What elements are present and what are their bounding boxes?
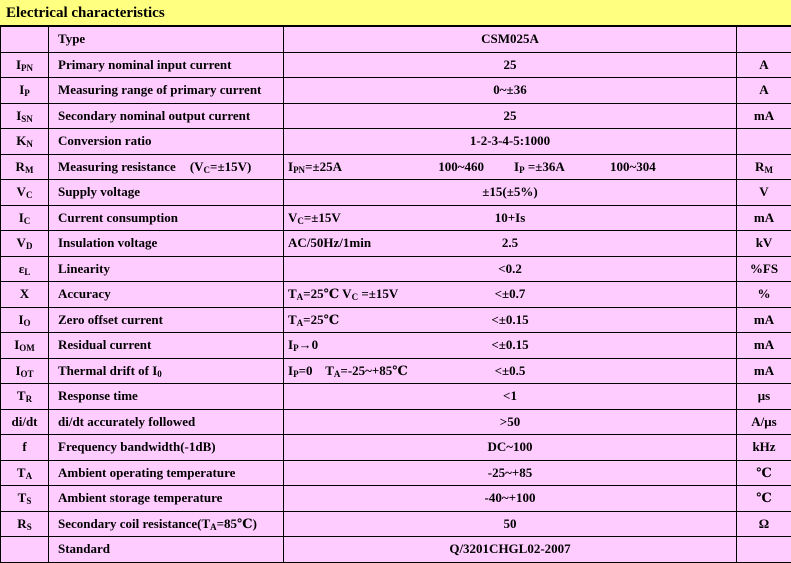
table-row xyxy=(1,52,791,78)
condition-text: (V xyxy=(189,158,204,174)
symbol: I xyxy=(19,82,25,98)
condition-b-subscript: P xyxy=(519,164,525,175)
symbol-cell xyxy=(1,537,49,563)
unit: %FS xyxy=(749,260,779,276)
value-cell xyxy=(284,435,737,461)
parameter-name-cell xyxy=(49,256,284,282)
parameter-name: Zero offset current xyxy=(58,311,163,327)
unit: ℃ xyxy=(756,464,772,480)
table-row xyxy=(1,180,791,206)
symbol-cell xyxy=(1,180,49,206)
unit-cell xyxy=(737,409,791,435)
unit: mA xyxy=(753,107,775,123)
symbol: T xyxy=(16,464,26,480)
unit-cell xyxy=(737,333,791,359)
electrical-characteristics-table xyxy=(0,26,791,563)
value-cell xyxy=(284,52,737,78)
unit: A xyxy=(759,56,769,72)
condition-tail: =0 T xyxy=(298,362,334,378)
table-row xyxy=(1,537,791,563)
value-cell xyxy=(284,384,737,410)
value-cell xyxy=(284,129,737,155)
symbol: ε xyxy=(18,260,25,276)
parameter-value: <0.2 xyxy=(498,260,522,276)
symbol-subscript: C xyxy=(25,190,33,201)
parameter-name-subscript: A xyxy=(210,521,217,532)
parameter-name: Thermal drift of I xyxy=(58,362,158,378)
table-row xyxy=(1,486,791,512)
value-cell xyxy=(284,333,737,359)
value-a: 100~460 xyxy=(438,158,484,174)
unit-cell xyxy=(737,486,791,512)
symbol-subscript: S xyxy=(26,496,32,507)
unit: mA xyxy=(753,362,775,378)
table-row xyxy=(1,307,791,333)
parameter-name: Linearity xyxy=(58,260,110,276)
unit: V xyxy=(759,184,769,200)
symbol-cell xyxy=(1,205,49,231)
symbol-cell xyxy=(1,282,49,308)
parameter-name: Type xyxy=(58,31,86,47)
table-row xyxy=(1,154,791,180)
parameter-name-cell xyxy=(49,384,284,410)
unit-cell xyxy=(737,435,791,461)
symbol-cell xyxy=(1,103,49,129)
condition-subscript: P xyxy=(293,343,299,354)
test-condition xyxy=(288,363,453,379)
measuring-resistance-values xyxy=(288,159,732,175)
test-condition xyxy=(288,210,453,226)
symbol: I xyxy=(18,209,24,225)
condition-a xyxy=(288,159,384,175)
parameter-name: Conversion ratio xyxy=(58,133,152,149)
symbol: I xyxy=(18,311,24,327)
parameter-name: Accuracy xyxy=(58,286,111,302)
symbol: V xyxy=(16,184,26,200)
parameter-name: Response time xyxy=(58,388,138,404)
symbol: f xyxy=(22,439,27,455)
condition-subscript-2: C xyxy=(351,292,359,303)
parameter-value: <±0.7 xyxy=(494,286,526,302)
condition-tail-2: =±15V xyxy=(358,286,399,302)
unit-cell xyxy=(737,205,791,231)
condition-text: V xyxy=(288,209,298,225)
condition-subscript: C xyxy=(203,164,211,175)
unit: mA xyxy=(753,337,775,353)
value-cell xyxy=(284,409,737,435)
parameter-value: 10+Is xyxy=(494,209,526,225)
symbol-cell xyxy=(1,129,49,155)
symbol-subscript: A xyxy=(25,470,33,481)
parameter-value: DC~100 xyxy=(487,439,533,455)
symbol: T xyxy=(16,388,26,404)
test-condition xyxy=(288,286,453,302)
symbol-cell xyxy=(1,52,49,78)
symbol-cell xyxy=(1,384,49,410)
value-cell xyxy=(284,27,737,53)
condition-subscript: A xyxy=(296,292,304,303)
table-row xyxy=(1,358,791,384)
value-with-condition xyxy=(288,210,732,226)
symbol-cell xyxy=(1,78,49,104)
parameter-name-cell xyxy=(49,52,284,78)
parameter-name-cell xyxy=(49,205,284,231)
unit: A xyxy=(759,82,769,98)
symbol-subscript: O xyxy=(23,317,31,328)
symbol: K xyxy=(16,133,27,149)
symbol-cell xyxy=(1,358,49,384)
value-with-condition xyxy=(288,337,732,353)
symbol-cell xyxy=(1,460,49,486)
condition-subscript-2: A xyxy=(333,368,341,379)
value-with-condition xyxy=(288,363,732,379)
unit: R xyxy=(755,158,765,174)
unit-cell xyxy=(737,180,791,206)
condition-text: AC/50Hz/1min xyxy=(288,235,372,251)
symbol-subscript: OM xyxy=(19,343,35,354)
parameter-name: Residual current xyxy=(58,337,152,353)
parameter-value: -25~+85 xyxy=(487,464,533,480)
unit-cell xyxy=(737,384,791,410)
condition-text: T xyxy=(288,311,297,327)
parameter-value: ±15(±5%) xyxy=(482,184,538,200)
symbol-cell xyxy=(1,409,49,435)
symbol: I xyxy=(15,362,21,378)
value-with-condition xyxy=(288,312,732,328)
unit: mA xyxy=(753,209,775,225)
parameter-value: 2.5 xyxy=(501,235,519,251)
value-cell xyxy=(284,282,737,308)
parameter-name: Measuring resistance xyxy=(58,158,176,174)
unit-cell xyxy=(737,154,791,180)
value-cell xyxy=(284,205,737,231)
condition-b xyxy=(514,159,610,175)
value-cell xyxy=(284,78,737,104)
parameter-value: 1-2-3-4-5:1000 xyxy=(469,133,551,149)
symbol-subscript: P xyxy=(24,88,30,99)
table-row xyxy=(1,333,791,359)
parameter-name-cell xyxy=(49,409,284,435)
parameter-name: Primary nominal input current xyxy=(58,56,232,72)
test-condition xyxy=(288,337,453,353)
value-cell xyxy=(284,180,737,206)
condition-a-label: I xyxy=(288,158,294,174)
parameter-name: Secondary nominal output current xyxy=(58,107,251,123)
unit: μs xyxy=(757,388,771,404)
parameter-name-cell xyxy=(49,486,284,512)
parameter-name-cell xyxy=(49,435,284,461)
table-row xyxy=(1,409,791,435)
symbol-subscript: R xyxy=(25,394,33,405)
condition-tail: =±15V xyxy=(303,209,341,225)
value-cell xyxy=(284,256,737,282)
symbol: di/dt xyxy=(11,413,38,429)
parameter-value: -40~+100 xyxy=(484,490,536,506)
table-row xyxy=(1,231,791,257)
unit-cell xyxy=(737,78,791,104)
symbol: R xyxy=(15,158,25,174)
unit-cell xyxy=(737,103,791,129)
unit: mA xyxy=(753,311,775,327)
parameter-value: 25 xyxy=(503,107,517,123)
table-row xyxy=(1,384,791,410)
unit: ℃ xyxy=(756,490,772,506)
unit: A/μs xyxy=(751,413,777,429)
parameter-value: <1 xyxy=(503,388,517,404)
symbol-cell xyxy=(1,256,49,282)
symbol: T xyxy=(17,490,27,506)
symbol-cell xyxy=(1,511,49,537)
parameter-name: Measuring range of primary current xyxy=(58,82,262,98)
parameter-name-cell xyxy=(49,129,284,155)
test-condition xyxy=(288,312,453,328)
value-cell xyxy=(284,231,737,257)
parameter-name-cell xyxy=(49,358,284,384)
condition-text: I xyxy=(288,337,294,353)
parameter-value: 25 xyxy=(503,56,517,72)
table-row xyxy=(1,103,791,129)
test-condition xyxy=(288,235,453,251)
condition-a-tail: =±25A xyxy=(305,158,342,174)
parameter-name-cell xyxy=(49,154,284,180)
unit-cell xyxy=(737,52,791,78)
unit: kV xyxy=(755,235,773,251)
value-cell xyxy=(284,103,737,129)
condition-subscript: C xyxy=(297,215,304,226)
parameter-name: di/dt accurately followed xyxy=(58,413,196,429)
condition-tail: =±15V) xyxy=(210,158,252,174)
parameter-name-cell xyxy=(49,231,284,257)
parameter-value: <±0.15 xyxy=(491,337,529,353)
unit-cell xyxy=(737,307,791,333)
symbol-cell xyxy=(1,435,49,461)
parameter-name: Secondary coil resistance(T xyxy=(58,515,211,531)
value-cell xyxy=(284,460,737,486)
unit-cell xyxy=(737,231,791,257)
parameter-value: CSM025A xyxy=(481,31,539,47)
unit-cell xyxy=(737,511,791,537)
symbol-cell xyxy=(1,486,49,512)
parameter-name-cell xyxy=(49,333,284,359)
condition-a-subscript: PN xyxy=(293,164,306,175)
parameter-name: Ambient storage temperature xyxy=(58,490,223,506)
value-with-condition xyxy=(288,235,732,251)
unit-cell xyxy=(737,129,791,155)
parameter-name: Standard xyxy=(58,541,111,557)
parameter-value: >50 xyxy=(499,413,521,429)
condition-b-tail: =±36A xyxy=(524,158,565,174)
value-cell xyxy=(284,154,737,180)
parameter-name: Insulation voltage xyxy=(58,235,158,251)
parameter-name-cell xyxy=(49,307,284,333)
condition-subscript: A xyxy=(296,317,304,328)
symbol-cell xyxy=(1,154,49,180)
parameter-name: Frequency bandwidth(-1dB) xyxy=(58,439,216,455)
condition-tail: =25℃ xyxy=(303,311,340,327)
condition-text: I xyxy=(288,362,294,378)
value-cell xyxy=(284,537,737,563)
parameter-name: Current consumption xyxy=(58,209,179,225)
condition-tail: =25℃ V xyxy=(303,286,352,302)
section-title: Electrical characteristics xyxy=(0,0,791,26)
symbol-subscript: PN xyxy=(21,62,34,73)
unit-cell xyxy=(737,460,791,486)
parameter-name-cell xyxy=(49,511,284,537)
symbol: X xyxy=(19,286,30,302)
unit-cell xyxy=(737,256,791,282)
value-cell xyxy=(284,511,737,537)
table-row xyxy=(1,511,791,537)
parameter-name: Ambient operating temperature xyxy=(58,464,236,480)
value-cell xyxy=(284,358,737,384)
unit-cell xyxy=(737,27,791,53)
condition-subscript: P xyxy=(293,368,299,379)
unit-cell xyxy=(737,358,791,384)
table-row xyxy=(1,460,791,486)
parameter-name-subscript: 0 xyxy=(157,368,162,379)
parameter-value: 50 xyxy=(503,515,517,531)
symbol-subscript: OT xyxy=(20,368,34,379)
table-row xyxy=(1,282,791,308)
unit: % xyxy=(757,286,771,302)
value-cell xyxy=(284,486,737,512)
unit: kHz xyxy=(752,439,776,455)
parameter-name-cell xyxy=(49,537,284,563)
table-row xyxy=(1,129,791,155)
symbol-cell xyxy=(1,333,49,359)
symbol-subscript: S xyxy=(26,521,32,532)
value-with-condition xyxy=(288,286,732,302)
unit-cell xyxy=(737,282,791,308)
symbol-subscript: D xyxy=(25,241,33,252)
condition-b-label: I xyxy=(514,158,520,174)
parameter-value: Q/3201CHGL02-2007 xyxy=(449,541,571,557)
table-row xyxy=(1,435,791,461)
table-row xyxy=(1,27,791,53)
symbol: I xyxy=(16,107,22,123)
symbol-cell xyxy=(1,231,49,257)
condition-tail-2: =-25~+85℃ xyxy=(340,362,408,378)
unit-cell xyxy=(737,537,791,563)
parameter-name-cell xyxy=(49,27,284,53)
parameter-name-cell xyxy=(49,282,284,308)
unit-subscript: M xyxy=(764,164,773,175)
table-row xyxy=(1,205,791,231)
parameter-value: <±0.15 xyxy=(491,311,529,327)
symbol-cell xyxy=(1,307,49,333)
unit: Ω xyxy=(758,515,770,531)
parameter-value: 0~±36 xyxy=(493,82,527,98)
condition-text: T xyxy=(288,286,297,302)
parameter-name-cell xyxy=(49,78,284,104)
symbol: I xyxy=(15,56,22,72)
symbol-subscript: C xyxy=(23,215,31,226)
symbol-subscript: M xyxy=(24,164,34,175)
parameter-condition xyxy=(190,159,251,174)
symbol-subscript: SN xyxy=(21,113,33,124)
symbol-subscript: L xyxy=(24,266,31,277)
parameter-name-cell xyxy=(49,103,284,129)
parameter-name-tail: =85℃) xyxy=(216,515,257,531)
value-cell xyxy=(284,307,737,333)
value-b: 100~304 xyxy=(610,158,656,174)
condition-tail: →0 xyxy=(298,337,319,353)
parameter-name-cell xyxy=(49,460,284,486)
parameter-name-cell xyxy=(49,180,284,206)
symbol: I xyxy=(14,337,20,353)
symbol: R xyxy=(17,515,27,531)
parameter-value: <±0.5 xyxy=(494,362,526,378)
table-row xyxy=(1,78,791,104)
symbol-cell xyxy=(1,27,49,53)
symbol-subscript: N xyxy=(26,139,33,150)
parameter-name: Supply voltage xyxy=(58,184,140,200)
table-row xyxy=(1,256,791,282)
symbol: V xyxy=(16,235,26,251)
